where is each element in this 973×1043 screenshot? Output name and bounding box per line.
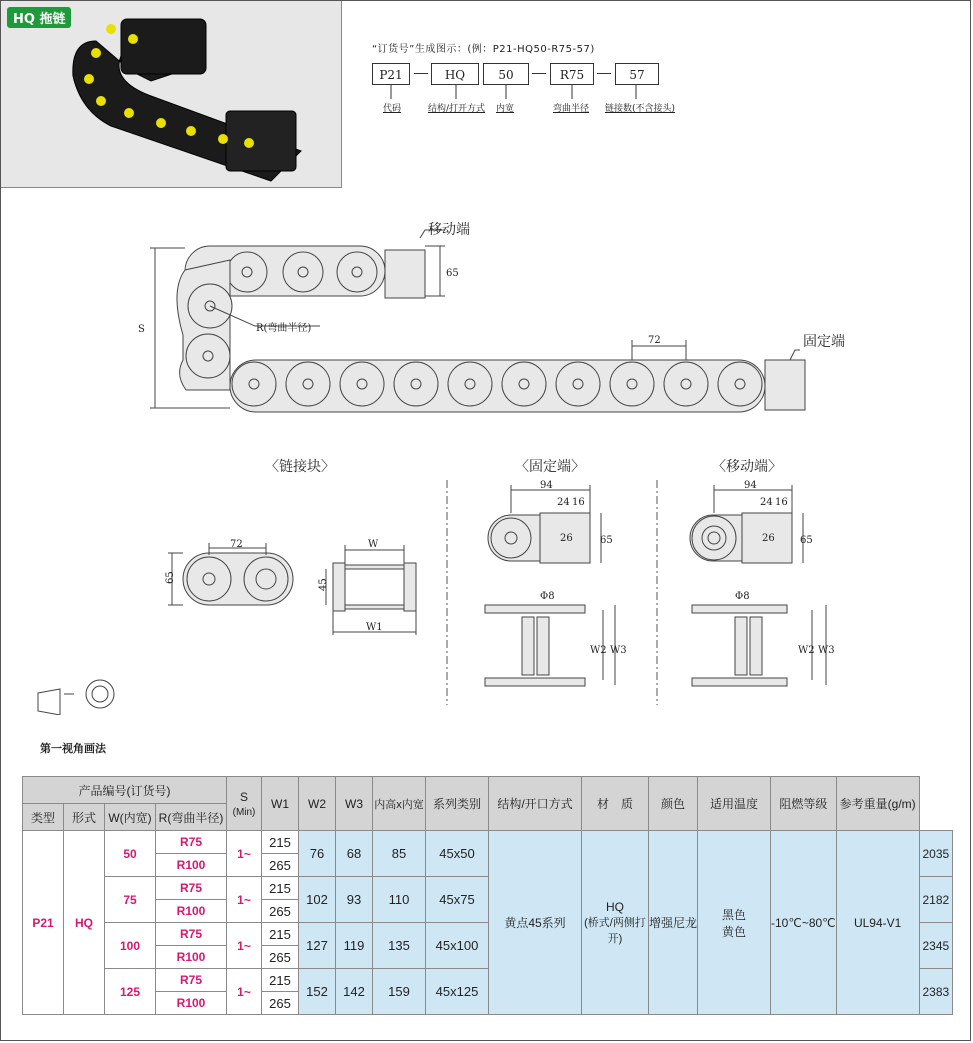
header-flame: 阻燃等级 xyxy=(771,777,837,831)
first-angle-symbol xyxy=(38,680,114,715)
s-cell: 265 xyxy=(262,900,299,923)
s-cell: 265 xyxy=(262,992,299,1015)
product-photo-panel xyxy=(1,1,342,188)
series-cell: 黄点45系列 xyxy=(489,831,582,1015)
first-angle-label: 第一视角画法 xyxy=(40,742,106,755)
fixed-d16: 16 xyxy=(572,497,585,508)
hxw-cell: 45x75 xyxy=(426,877,489,923)
fixed-end-title: 〈固定端〉 xyxy=(515,459,585,475)
w3-cell: 85 xyxy=(373,831,426,877)
hxw-cell: 45x125 xyxy=(426,969,489,1015)
header-temp: 适用温度 xyxy=(698,777,771,831)
structure-cell: HQ (桥式/两侧打开) xyxy=(582,831,649,1015)
header-s: S (Min) xyxy=(227,777,262,831)
header-form: 形式 xyxy=(64,804,105,831)
s-cell: 265 xyxy=(262,854,299,877)
moving-d65: 65 xyxy=(800,535,813,546)
link-height-dim: 65 xyxy=(165,571,176,584)
code-box-radius: R75 xyxy=(550,63,594,85)
header-type: 类型 xyxy=(23,804,64,831)
moving-d94: 94 xyxy=(744,480,757,491)
header-w3: W3 xyxy=(336,777,373,831)
fixed-d65: 65 xyxy=(600,535,613,546)
link-w1-dim: W1 xyxy=(366,622,383,633)
w3-cell: 135 xyxy=(373,923,426,969)
header-w1: W1 xyxy=(262,777,299,831)
radius-cell: R100 xyxy=(156,854,227,877)
code-dash xyxy=(532,73,546,74)
header-inner-w: W(内宽) xyxy=(105,804,156,831)
header-series: 系列类别 xyxy=(426,777,489,831)
moving-phi: Φ8 xyxy=(735,591,750,602)
moving-w2: W2 xyxy=(798,645,815,656)
header-color: 颜色 xyxy=(649,777,698,831)
w2-cell: 68 xyxy=(336,831,373,877)
link-w-dim: W xyxy=(368,539,379,550)
radius-cell: R75 xyxy=(156,831,227,854)
header-structure: 结构/开口方式 xyxy=(489,777,582,831)
w3-cell: 110 xyxy=(373,877,426,923)
fixed-d94: 94 xyxy=(540,480,553,491)
header-hxw: 内高x内宽 xyxy=(373,777,426,831)
code-label-code: 代码 xyxy=(383,104,402,114)
inner-w-cell: 50 xyxy=(105,831,156,877)
height-dim-65: 65 xyxy=(446,268,459,279)
header-group: 产品编号(订货号) xyxy=(23,777,227,804)
radius-cell: R100 xyxy=(156,992,227,1015)
s-cell: 265 xyxy=(262,946,299,969)
links-cell: 1~ xyxy=(227,923,262,969)
code-box-hq: HQ xyxy=(431,63,479,85)
w2-cell: 119 xyxy=(336,923,373,969)
weight-cell: 2182 xyxy=(919,877,952,923)
code-dash xyxy=(414,73,428,74)
pitch-dim-72: 72 xyxy=(648,335,661,346)
link-pitch-dim: 72 xyxy=(230,539,243,550)
header-material: 材 质 xyxy=(582,777,649,831)
w1-cell: 127 xyxy=(299,923,336,969)
header-w2: W2 xyxy=(299,777,336,831)
form-cell: HQ xyxy=(64,831,105,1015)
product-photo xyxy=(1,1,341,187)
weight-cell: 2035 xyxy=(919,831,952,877)
code-label-links: 链接数(不含接头) xyxy=(605,104,676,114)
code-box-p21: P21 xyxy=(372,63,410,85)
header-weight: 参考重量(g/m) xyxy=(836,777,919,831)
spec-table xyxy=(22,776,953,1015)
w2-cell: 142 xyxy=(336,969,373,1015)
w1-cell: 76 xyxy=(299,831,336,877)
inner-w-cell: 125 xyxy=(105,969,156,1015)
w1-cell: 152 xyxy=(299,969,336,1015)
code-box-links: 57 xyxy=(615,63,659,85)
links-cell: 1~ xyxy=(227,969,262,1015)
code-dash xyxy=(597,73,611,74)
moving-end-label: 移动端 xyxy=(428,222,470,238)
flame-cell: UL94-V1 xyxy=(836,831,919,1015)
w1-cell: 102 xyxy=(299,877,336,923)
radius-cell: R100 xyxy=(156,946,227,969)
weight-cell: 2345 xyxy=(919,923,952,969)
radius-cell: R75 xyxy=(156,923,227,946)
code-box-width: 50 xyxy=(483,63,529,85)
s-cell: 215 xyxy=(262,923,299,946)
link-inner-dim: 45 xyxy=(318,578,329,591)
fixed-phi: Φ8 xyxy=(540,591,555,602)
w3-cell: 159 xyxy=(373,969,426,1015)
fixed-end-label: 固定端 xyxy=(803,334,845,350)
weight-cell: 2383 xyxy=(919,969,952,1015)
s-cell: 215 xyxy=(262,877,299,900)
header-radius: R(弯曲半径) xyxy=(156,804,227,831)
fixed-w2: W2 xyxy=(590,645,607,656)
links-cell: 1~ xyxy=(227,831,262,877)
fixed-d24: 24 xyxy=(557,497,570,508)
w2-cell: 93 xyxy=(336,877,373,923)
radius-cell: R75 xyxy=(156,969,227,992)
radius-label: R(弯曲半径) xyxy=(256,323,312,334)
code-label-radius: 弯曲半径 xyxy=(553,104,590,114)
hxw-cell: 45x50 xyxy=(426,831,489,877)
moving-d24: 24 xyxy=(760,497,773,508)
code-label-width: 内宽 xyxy=(496,104,515,114)
s-cell: 215 xyxy=(262,969,299,992)
fixed-w3: W3 xyxy=(610,645,627,656)
code-label-structure: 结构/打开方式 xyxy=(428,104,486,114)
type-cell: P21 xyxy=(23,831,64,1015)
fixed-d26: 26 xyxy=(560,533,573,544)
order-code-title: “订货号”生成图示：(例：P21-HQ50-R75-57) xyxy=(372,44,595,55)
temp-cell: -10℃~80℃ xyxy=(771,831,837,1015)
inner-w-cell: 100 xyxy=(105,923,156,969)
s-label: S xyxy=(138,324,145,335)
detail-drawings xyxy=(0,475,973,715)
radius-cell: R75 xyxy=(156,877,227,900)
moving-w3: W3 xyxy=(818,645,835,656)
s-cell: 215 xyxy=(262,831,299,854)
material-cell: 增强尼龙 xyxy=(649,831,698,1015)
product-tag: HQ 拖链 xyxy=(7,7,71,28)
links-cell: 1~ xyxy=(227,877,262,923)
hxw-cell: 45x100 xyxy=(426,923,489,969)
inner-w-cell: 75 xyxy=(105,877,156,923)
color-cell: 黑色 黄色 xyxy=(698,831,771,1015)
moving-end-title: 〈移动端〉 xyxy=(712,459,782,475)
radius-cell: R100 xyxy=(156,900,227,923)
moving-d26: 26 xyxy=(762,533,775,544)
link-block-title: 〈链接块〉 xyxy=(265,459,335,475)
moving-d16: 16 xyxy=(775,497,788,508)
